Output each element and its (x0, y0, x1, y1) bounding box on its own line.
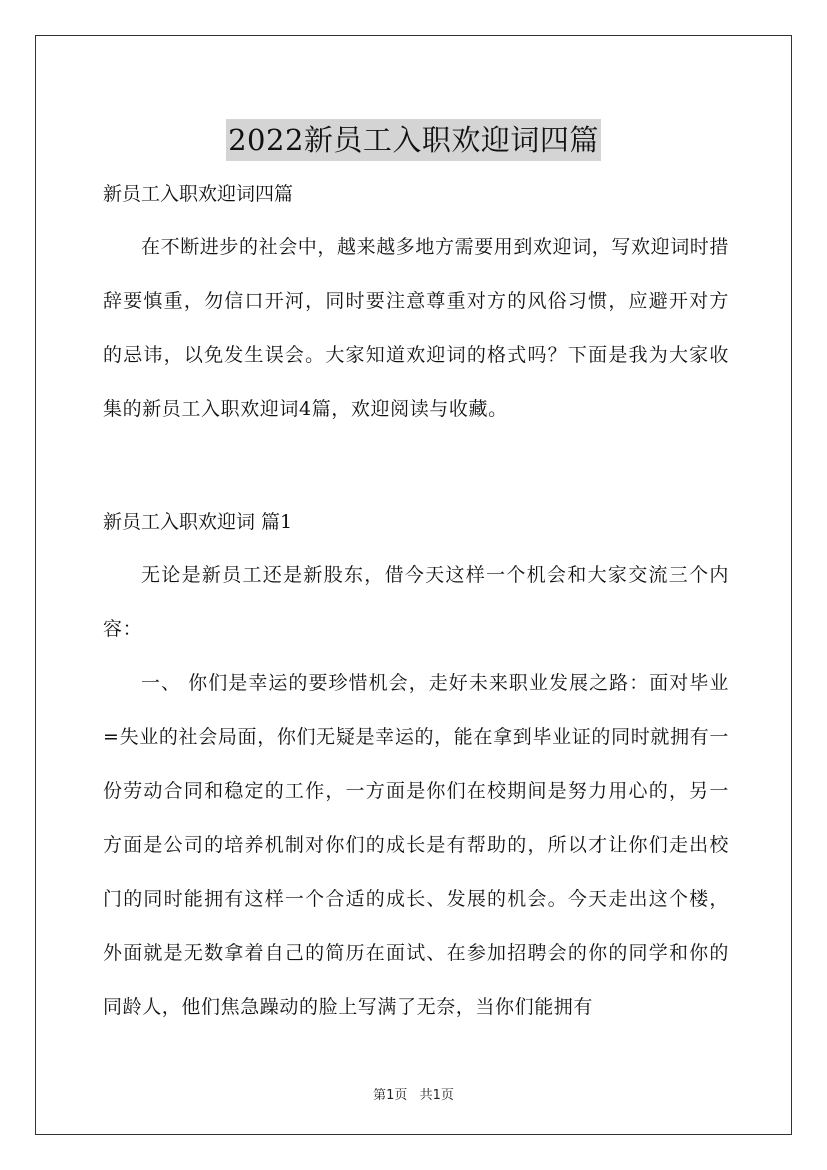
section-paragraph-2: 一、 你们是幸运的要珍惜机会，走好未来职业发展之路：面对毕业=失业的社会局面，你们无疑是幸运的，能在拿到毕业证的同时就拥有一份劳动合同和稳定的工作，一方面是你们在校期间是努力用心的，另一方面是公司的培养机制对你们的成长是有帮助的，所以才让你们走出校门的同时能拥有这样一个合适的成长、发展的机会。今天走出这个楼，外面就是无数拿着自己的简历在面试、在参加招聘会的你的同学和你的同龄人，他们焦急躁动的脸上写满了无奈，当你们能拥有 (103, 672, 729, 1018)
title-container (0, 100, 827, 181)
section-heading: 新员工入职欢迎词 篇1 (103, 511, 293, 533)
page-number: 第1页 (373, 1088, 408, 1103)
section-paragraph: 无论是新员工还是新股东，借今天这样一个机会和大家交流三个内容： (103, 564, 729, 640)
intro-paragraph: 在不断进步的社会中，越来越多地方需要用到欢迎词，写欢迎词时措辞要慎重，勿信口开河，同时要注意尊重对方的风俗习惯，应避开对方的忌讳，以免发生误会。大家知道欢迎词的格式吗？下面是我为大家收集的新员工入职欢迎词4篇，欢迎阅读与收藏。 (103, 236, 730, 420)
document-body (103, 174, 729, 1034)
page-footer (0, 1084, 827, 1103)
document-title: 2022新员工入职欢迎词四篇 (226, 119, 601, 161)
page-total: 共1页 (419, 1088, 454, 1103)
subtitle: 新员工入职欢迎词四篇 (103, 183, 294, 205)
